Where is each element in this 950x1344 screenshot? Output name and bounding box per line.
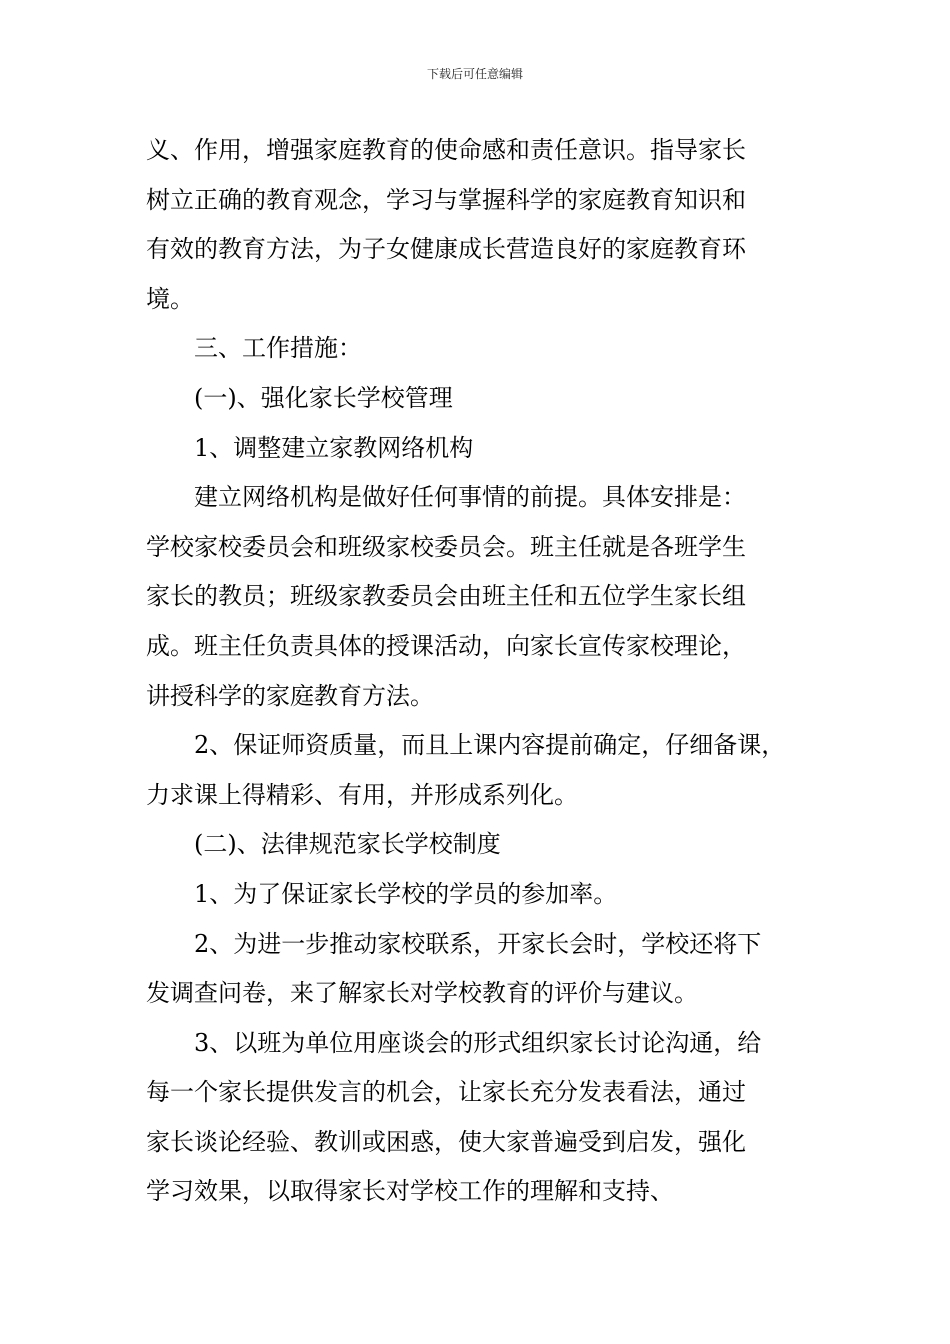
text-line-3: 有效的教育方法，为子女健康成长营造良好的家庭教育环 [146, 235, 746, 264]
text-line-16: 1、为了保证家长学校的学员的参加率。 [194, 879, 618, 908]
item-heading-1: 1、调整建立家教网络机构 [194, 433, 474, 462]
text-line-19: 3、以班为单位用座谈会的形式组织家长讨论沟通，给 [194, 1028, 762, 1057]
text-line-2: 树立正确的教育观念，学习与掌握科学的家庭教育知识和 [146, 185, 746, 214]
text-line-13: 2、保证师资质量，而且上课内容提前确定，仔细备课， [194, 731, 786, 760]
text-line-10: 家长的教员；班级家教委员会由班主任和五位学生家长组 [146, 582, 746, 611]
text-line-20: 每一个家长提供发言的机会，让家长充分发表看法，通过 [146, 1078, 746, 1107]
text-line-4: 境。 [146, 284, 194, 313]
text-line-9: 学校家校委员会和班级家校委员会。班主任就是各班学生 [146, 532, 746, 561]
text-line-21: 家长谈论经验、教训或困惑，使大家普遍受到启发，强化 [146, 1127, 746, 1156]
document-body [146, 126, 826, 1217]
text-line-11: 成。班主任负责具体的授课活动，向家长宣传家校理论， [146, 631, 746, 660]
text-line-18: 发调查问卷，来了解家长对学校教育的评价与建议。 [146, 979, 698, 1008]
page-header: 下载后可任意编辑 [426, 67, 523, 81]
subsection-heading-1: (一)、强化家长学校管理 [194, 383, 453, 412]
text-line-14: 力求课上得精彩、有用，并形成系列化。 [146, 780, 578, 809]
text-line-8: 建立网络机构是做好任何事情的前提。具体安排是： [194, 483, 746, 512]
text-line-17: 2、为进一步推动家校联系，开家长会时，学校还将下 [194, 929, 762, 958]
section-heading-measures: 三、工作措施： [194, 334, 362, 363]
text-line-12: 讲授科学的家庭教育方法。 [146, 681, 434, 710]
subsection-heading-2: (二)、法律规范家长学校制度 [194, 830, 501, 859]
text-line-1: 义、作用，增强家庭教育的使命感和责任意识。指导家长 [146, 136, 746, 164]
text-line-22: 学习效果，以取得家长对学校工作的理解和支持、 [146, 1177, 674, 1206]
